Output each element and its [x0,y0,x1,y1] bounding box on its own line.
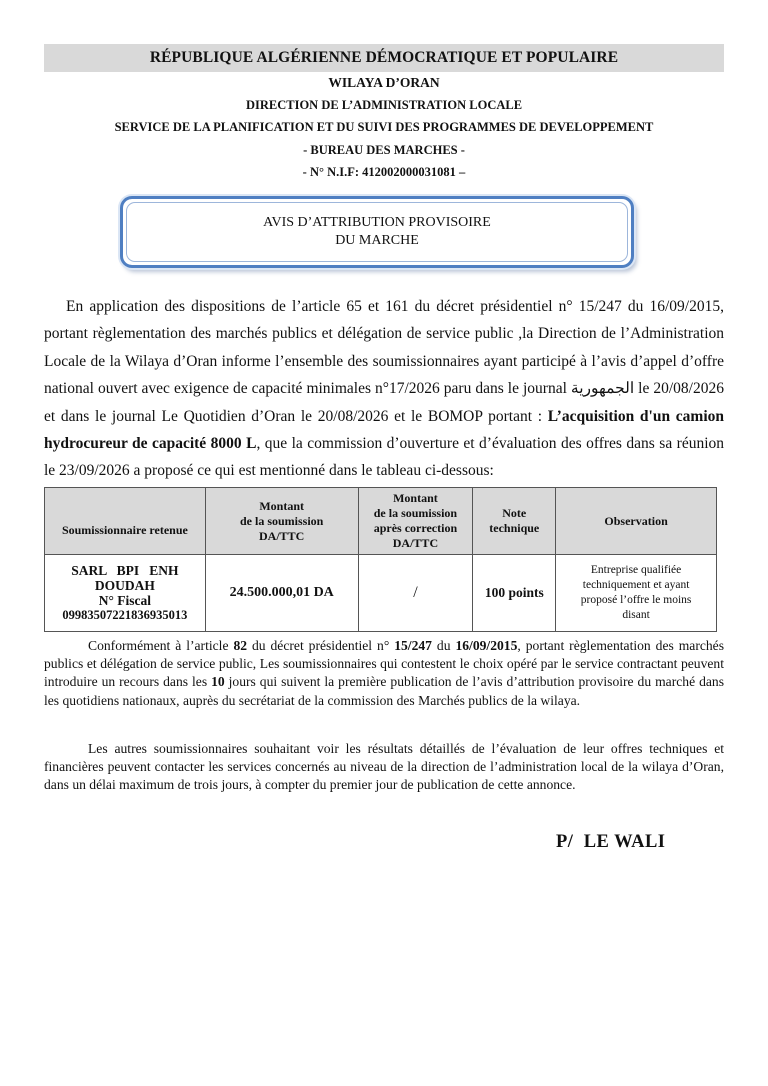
intro-part2: le 20/08/2026 et dans le journal Le Quotidien d’Oran le 20/08/2026 et le BOMOP portant : [44,380,724,425]
wilaya-title: WILAYA D’ORAN [328,75,440,90]
intro-part1: En application des dispositions de l’article 65 et 161 du décret présidentiel n° 15/247 du 16/09/2015, portant règlementation des marchés publics et délégation de service public ,la Direction de l’Administration Locale de la Wilaya d’Oran informe l’ensemble des soumissionnaires ayant participé à l’avis d’appel d’offre national ouvert avec exigence de capacité minimales n°17/2026 paru dans le journal [44,298,724,398]
article-number: 82 [233,638,248,653]
signature: P/ LE WALI [556,832,666,852]
decree-number: 15/247 [394,638,432,653]
recourse-days: 10 [211,674,225,690]
republic-title-band [44,44,724,72]
fiscal-number: 099835072218369350​13 [62,608,188,622]
cell-bidder [45,555,206,632]
observation-text: Entreprise qualifiée techniquement et ayant proposé l’offre le moins disant [580,564,692,621]
results-table [44,487,717,632]
bidder-name: SARL BPI ENH [71,563,179,578]
others-paragraph [44,740,724,795]
header-bidder: Soumissionnaire retenue [45,488,206,555]
notice-title-line2: DU MARCHE [335,233,419,248]
decree-date: 16/09/2015 [455,638,518,653]
header-observation: Observation [556,488,717,555]
republic-title: RÉPUBLIQUE ALGÉRIENNE DÉMOCRATIQUE ET POPULAIRE [149,49,619,66]
direction-title: DIRECTION DE L’ADMINISTRATION LOCALE [245,98,523,112]
cell-amount: 24.500.000,01 DA [205,555,358,632]
fiscal-label: N° Fiscal [98,593,152,608]
notice-title-box [120,196,634,268]
service-title: SERVICE DE LA PLANIFICATION ET DU SUIVI DES PROGRAMMES DE DEVELOPPEMENT [114,120,654,134]
table-row [45,555,717,632]
results-table-header-row [45,488,717,555]
header-corrected-amount: Montant de la soumission après correction DA/TTC [358,488,473,555]
bidder-name-2: DOUDAH [94,578,155,593]
notice-title-line1: AVIS D’ATTRIBUTION PROVISOIRE [263,215,491,230]
market-subject: L’acquisition d'un camion hydrocureur de capacité 8000 L [44,407,724,453]
cell-observation [556,555,717,632]
intro-part3: , que la commission d’ouverture et d’évaluation des offres dans sa réunion le 23/09/2026 a proposé ce qui est mentionné dans le tableau ci-dessous: [44,435,725,480]
others-text: Les autres soumissionnaires souhaitant voir les résultats détaillés de l’évaluation de leur offres techniques et financières peuvent contacter les services concernés au niveau de la direction de l’administration local de la wilaya d’Oran, dans un délai maximum de trois jours, à compter du premier jour de publication de cette annonce. [44,741,724,793]
nif-line: - N° N.I.F: 412002000031081 – [302,165,466,179]
header-amount: Montant de la soumission DA/TTC [205,488,358,555]
cell-corrected-amount: / [358,555,473,632]
bureau-title: - BUREAU DES MARCHES - [303,143,465,157]
recourse-paragraph: Conformément à l’article 82 du décret présidentiel n° 15/247 du 16/09/2015, portant règlementation des marchés publics et délégation de service public, Les soumissionnaires qui contestent le choix opéré par le service contractant peuvent introduire un recours dans les 10 jours qui suivent la première publication de l’avis d’attribution provisoire du marché dans les quotidiens nationaux, auprès du secrétariat de la commission des Marchés publics de la wilaya. [44,638,725,708]
cell-technical-score: 100 points [473,555,556,632]
intro-paragraph [44,293,724,485]
journal-arabic-name: الجمهورية [570,380,635,398]
header-technical-score: Note technique [473,488,556,555]
